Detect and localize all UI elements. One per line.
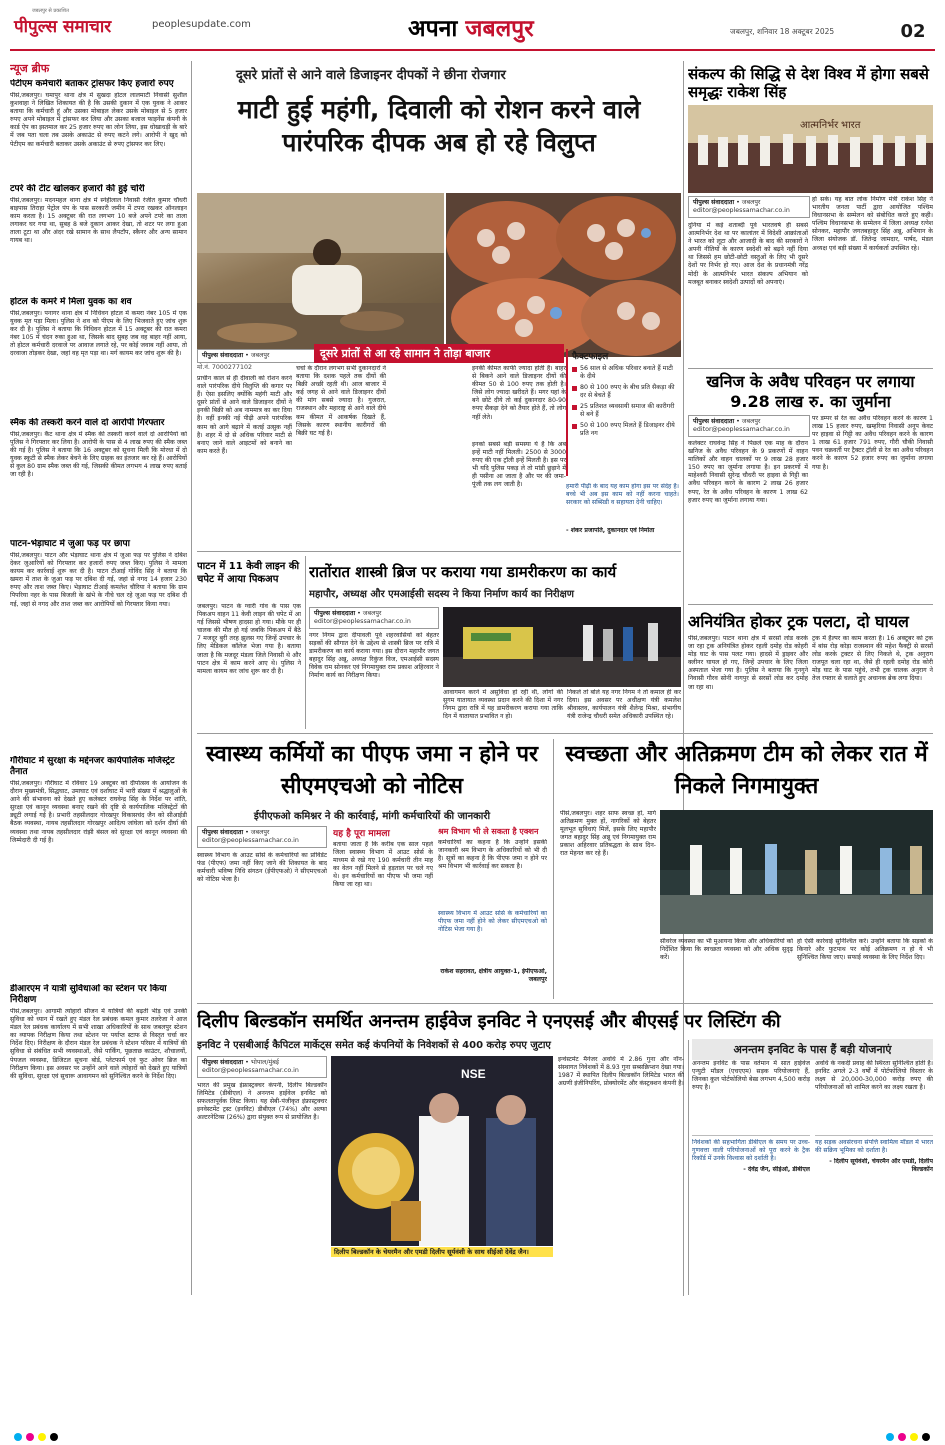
mining-headline: खनिज के अवैध परिवहन पर लगाया 9.28 लाख रु. का जुर्माना: [706, 372, 915, 411]
column-divider: [191, 61, 192, 1295]
fact-item: 50 से 100 रुपए मिलते हैं डिजाइनर दीये प्रति नग: [572, 422, 679, 438]
byline-org: पीपुल्स संवाददाता: [202, 829, 244, 836]
brief-headline: पाटन-भेड़ाघाट में जुआ फड़ पर छापा: [10, 539, 130, 549]
ipo-quote-2-author: - दिलीप सूर्यवंशी, चेयरमैन और एमडी, दिलीप बिल्डकॉन: [829, 1158, 933, 1174]
diyas-illustration: [446, 193, 681, 357]
masthead: [0, 0, 945, 56]
pf-byline: पीपुल्स संवाददाता • जबलपुर editor@peoplessamachar.co.in: [197, 826, 327, 848]
brief-body: पीसं,जबलपुर। पनागर थाना क्षेत्र में निधिवन होटल में कमरा नंबर 105 में एक युवक मृत पड़ा मिला। पुलिस ने शव को पीएम के लिए भिजवाते हुए जांच शुरू कर दी है। पुलिस ने बताया कि निधिवन होटल में 15 अक्टूबर की रात कमरा नंबर 105 में चंदन रुका हुआ था, जिसके बाद सुबह जब वह बाहर नहीं आया, तो होटल कर्मचारी दरवाजे पर आवाज लगाते रहे, पर कोई जवाब नहीं आया, तो दरवाजा तोड़कर देखा, जहां वह मृत पड़ा था। मर्ग कायम कर जांच शुरू की है।: [10, 310, 187, 358]
color-dot: [898, 1433, 906, 1441]
fact-item: 25 प्रतिशत व्यवसायी समाज की कारीगरी से बने हैं: [572, 403, 679, 419]
truck-body-col2: ट्रक में हैल्पर का काम करता है। 16 अक्टूबर को ट्रक में बांस रोड़ कोड़ा राजस्थान की महेश फैक्ट्री से सरसों लोड करके ट्रक्टर से लिए निकले थे, ट्रक अनुराग राजपूत चला रहा था, जैसे ही रहली दमोह रोड कोरी मोड़ घाट के पास पहुंचे, तभी ट्रक चालक अनुराग ने तेज रफ्तार से चलाते हुए अचानक ब्रेक लगा दिया।: [812, 635, 933, 683]
fact-item: 80 से 100 रुपए के बीच प्रति सैकड़ा की दर से बेचते हैं: [572, 384, 679, 400]
byline-city: जबलपुर: [741, 199, 761, 206]
byline-org: पीपुल्स संवाददाता: [693, 418, 735, 425]
brief-item: [10, 184, 187, 293]
ipo-body-col2: इन्वेस्टमेंट मैनेजर अवधि में 2.86 गुना और नॉन-संस्थागत निवेशकों में 8.93 गुना सब्सक्रिप्शन देखा गया। 1987 में स्थापित दिलीप बिल्डकॉन लिमिटेड भारत की अग्रणी इंजीनियरिंग, प्रोक्योरमेंट और कंस्ट्रक्शन कंपनी है।: [558, 1056, 684, 1088]
brief-item: [10, 79, 187, 180]
potter-illustration: [197, 193, 444, 357]
cleanliness-photo: [660, 810, 933, 934]
column-divider: [688, 1040, 689, 1295]
bridge-night-illustration: [443, 607, 681, 687]
news-brief-column: [10, 61, 187, 1293]
pf-body-col1: स्वास्थ्य विभाग के आउट सोर्स के कर्मचारियों का प्रोविडेंट फंड (पीएफ) जमा नहीं किए जाने की शिकायत के बाद कर्मचारी भविष्य निधि संगठन (ईपीएफओ) ने सीएमएचओ को नोटिस भेजा है।: [197, 852, 327, 884]
byline-sep: •: [245, 352, 251, 359]
pf-quote-text: स्वास्थ्य विभाग में आउट सोर्स के कर्मचारियों का पीएफ जमा नहीं होने को लेकर सीएमएचओ को नोटिस भेजा गया है।: [438, 910, 547, 934]
byline-email[interactable]: editor@peoplessamachar.co.in: [202, 1067, 299, 1074]
print-color-strip: [0, 1430, 945, 1445]
cleanliness-body-col3: हो ऐसी कार्रवाई सुनिश्चित करें। उन्होंने बताया कि सड़कों के किनारे और फुटपाथ पर कोई अतिक्रमण न हो ये भी सुनिश्चित किया जाए। सफाई व्यवस्था के लिए निर्देश दिए।: [797, 938, 933, 962]
brief-item: [10, 297, 187, 414]
sankalp-photo: [688, 105, 933, 193]
mining-byline: पीपुल्स संवाददाता • जबलपुर editor@peoplessamachar.co.in: [688, 415, 810, 437]
byline-city: जबलपुर: [362, 610, 382, 617]
lead-body-col1: प्राचीन काल से ही दीवाली को रोशन करने वाले पारंपरिक दीये विलुप्ति की कगार पर हैं। ऐसा इसलिए क्योंकि महंगी माटी और दूसरे प्रांतों से आने वाले डिजाइनर दीयों ने इनकी बिक्री को अब नाममात्र का कर दिया है। वहीं इनकी नई पीढ़ी अपने पारंपरिक काम को आगे बढ़ाने में कतई उत्सुक नहीं है। शहर में दो से अधिक परिवार माटी से बनाए जाने वाले आइटमों को बनाने का काम करते हैं।: [197, 375, 292, 455]
color-dot: [26, 1433, 34, 1441]
page-number: 02: [900, 21, 926, 42]
pf-col2-body: बताया जाता है कि करीब एक साल पहले जिला स्वास्थ्य विभाग में आउट सोर्स के माध्यम से रखे गए 190 कर्मचारी तीन माह का वेतन नहीं मिलने से हड़ताल पर चले गए थे। इन कर्मचारियों का पीएफ भी जमा नहीं किया जा रहा था।: [333, 841, 433, 889]
cleanliness-headline: स्वच्छता और अतिक्रमण टीम को लेकर रात में निकले निगमायुक्त: [565, 742, 928, 799]
brief-body: पीसं,जबलपुर। पाटन और भेड़ाघाट थाना क्षेत्र में जुआ फड़ पर पुलिस ने दबिश देकर जुआरियों को गिरफ्तार कर हजारों रुपए जब्त किए। पुलिस ने मामला कायम कर कार्रवाई शुरू कर दी है। पाटन टीआई गोविंद सिंह ने बताया कि खमरा में ताश के जुआ फड़ पर दबिश दी गई, जहां से नगद 14 हजार 230 रुपए और ताश जब्त किए। भेड़ाघाट टीआई कमलेश चौरिया ने बताया कि ग्राम पिपरिया नहर के पास बिजली के खंभे के नीचे चल रहे जुआ फड़ पर दबिश दी गई, जहां से नगद और ताश जब्त कर आरोपियों को गिरफ्तार किया गया।: [10, 552, 187, 608]
section-divider: [197, 733, 933, 734]
brief-body: पीसं,जबलपुर। घमापुर थाना क्षेत्र में सुखदा होटल लालमाटी निवासी सुशील कुशवाहा ने लिखित शिकायत की है कि उसकी दुकान में एक युवक ने आकर बताया कि कर्मचारी हूं और उसका मोबाइल लेकर उसके मोबाइल से 5 हजार रुपए अपने मोबाइल में ट्रांसफर कर लिया और उसका बजाज फाइनेंस कंपनी के कार्ड ऐप का इस्तमाल कर 25 हजार रुपए का लोन लिया, इस धोखाधड़ी के बारे में जब पता चला तब उसके अकाउंट से रुपए कटने लगे। आरोपी ने खुद को पेटीएम का कर्मचारी बताकर उसके अकाउंट से रुपए ट्रांसफर कर लिए।: [10, 92, 187, 148]
diyas-photo: [446, 193, 681, 357]
pf-col3-body: कर्मचारियों का कहना है कि उन्होंने इसकी जानकारी श्रम विभाग के अधिकारियों को भी दी है। सूत्रों का कहना है कि पीएफ जमा न होने पर श्रम विभाग भी कार्रवाई कर सकता है।: [438, 839, 547, 871]
lead-kicker: दूसरे प्रांतों से आने वाले डिजाइनर दीपकों ने छीना रोजगार: [236, 68, 506, 83]
ipo-quote-1-text: निवेशकों की सहभागिता डीबीएल के समय पर उच्च-गुणवत्ता वाली परियोजनाओं को पूरा करने के ट्रैक रिकॉर्ड में उनके विश्वास को दर्शाती है।: [692, 1139, 810, 1163]
cleanliness-body-col2: सीवरेज व्यवस्था का भी मुआयना किया और अधिकारियों को निर्देशित किया कि स्वच्छता व्यवस्था को और अधिक सुदृढ़ करें।: [660, 938, 793, 962]
factfile-list: [572, 365, 679, 438]
byline-org: पीपुल्स संवाददाता: [202, 352, 244, 359]
brief-headline: पेटीएम कर्मचारी बताकर ट्रांसफर किए हजारों रुपए: [10, 79, 174, 89]
pf-quote: [438, 910, 547, 996]
truck-body-col1: पीसं,जबलपुर। पाटन थाना क्षेत्र में सरसों लोड करके जा रहा ट्रक अनियंत्रित होकर रहली दमोह रोड कोहरी मोड़ घाट के पास पलट गया। हादसे में ड्राइवर और क्लीनर घायल हो गए, जिन्हें उपचार के लिए जिला अस्पताल भेजा गया है। पुलिस ने बताया कि गुनगुने निवासी गौरव सोनी नागपुर से सरसों लोड कर दमोह जा रहा था।: [688, 635, 808, 691]
ipo-quote-1-author: - देवेंद्र जैन, सीईओ, डीबीएल: [743, 1166, 810, 1174]
ipo-headline: दिलीप बिल्डकॉन समर्थित अनन्तम हाईवेज इनविट ने एनएसई और बीएसई पर लिस्टिंग की: [197, 1011, 781, 1032]
pf-col2-title: यह है पूरा मामला: [333, 829, 390, 839]
brief-headline: डीआरएम ने यात्री सुविधाओं का स्टेशन पर किया निरीक्षण: [10, 984, 167, 1005]
section-city: जबलपुर: [465, 16, 534, 42]
column-divider: [305, 556, 306, 729]
ipo-photo: [331, 1056, 553, 1246]
cleanliness-body-col1: पीसं,जबलपुर। शहर साफ स्वच्छ हो, मार्ग अतिक्रमण मुक्त हों, नागरिकों को बेहतर मूलभूत सुविधाएं मिलें, इसके लिए महापौर जगत बहादुर सिंह अन्नू एवं निगमायुक्त राम प्रकाश अहिरवार प्रतिबद्धता के साथ दिन-रात मेहनत कर रहे हैं।: [560, 810, 656, 858]
section-divider: [197, 1003, 933, 1004]
bridge-body-col2: आवागमन करने में असुविधा हो रही थी, लोगों की सुगम यातायात व्यवस्था प्रदान करने की दिशा में नगर निगम द्वारा रात्रि में यह डामरीकरण कराया गया ताकि दिन में यातायात प्रभावित न हो।: [443, 689, 563, 721]
color-dot: [50, 1433, 58, 1441]
brief-headline: टपरे की टीट खोलकर हजारों की हुई चोरी: [10, 184, 145, 194]
column-divider: [553, 739, 554, 999]
sankalp-stage-illustration: [688, 105, 933, 193]
patan-headline: पाटन में 11 केवी लाइन की चपेट में आया पिकअप: [197, 561, 300, 585]
ipo-plan-col2: अवधि के नकदी प्रवाह की स्थिरता सुनिश्चित होती है। इनविट अगले 2-3 वर्षों में पोर्टफोलियो विस्तार के लक्ष्य से 20,000-30,000 करोड़ रुपए की परियोजनाओं को शामिल करने का लक्ष्य रखता है।: [815, 1060, 933, 1092]
sankalp-headline: संकल्प की सिद्धि से देश विश्व में होगा सबसे समृद्धः राकेश सिंह: [688, 65, 929, 101]
ipo-byline: पीपुल्स संवाददाता • भोपाल/मुंबई editor@peoplessamachar.co.in: [197, 1056, 327, 1078]
brief-item: [10, 539, 187, 752]
brief-headline: गौरीघाट में सुरक्षा के मद्देनजर कार्यपालिक मजिस्ट्रेट तैनात: [10, 756, 175, 777]
section-divider: [688, 604, 933, 605]
byline-email[interactable]: editor@peoplessamachar.co.in: [314, 618, 411, 625]
color-dot: [910, 1433, 918, 1441]
byline-email[interactable]: editor@peoplessamachar.co.in: [693, 426, 790, 433]
byline-city: जबलपुर: [250, 352, 270, 359]
brief-body: पीसं,जबलपुर। गौरीघाट में रविवार 19 अक्टूबर को दीपोत्सव के आयोजन के दौरान मुख्यमंत्री, सिद्धघाट, उमाघाट एवं दर्शाघाट में भारी संख्या में श्रद्धालुओं के आने की संभावना को देखते हुए कलेक्टर राघवेन्द्र सिंह के निर्देश पर शांति, सुरक्षा एवं कानून व्यवस्था बनाए रखने की दृष्टि से कार्यपालिक मजिस्ट्रेटों की ड्यूटी लगाई गई है। प्रभारी तहसीलदार गोरखपुर विकासचंद जैन को सीआईडी बैठक व्यवस्था, नायब तहसीलदार गोरखपुर आदित्य जांघेला को दर्शन दीर्घा की व्यवस्था तथा नायब तहसीलदार रांझी बंसल को सुरक्षा एवं कानून व्यवस्था की जिम्मेदारी दी गई है।: [10, 780, 187, 844]
byline-email[interactable]: editor@peoplessamachar.co.in: [202, 837, 299, 844]
lead-phone: मो.नं. 7000277102: [197, 364, 252, 371]
nse-logo-text: NSE: [461, 1067, 486, 1081]
fact-item: 56 साल से अधिक परिवार बनाते हैं माटी के दीये: [572, 365, 679, 381]
brief-headline: होटल के कमरे में मिला युवक का शव: [10, 297, 132, 307]
truck-headline: अनियंत्रित होकर ट्रक पलटा, दो घायल: [688, 612, 909, 631]
factfile-title: फैक्टफाइल: [572, 352, 609, 362]
brief-headline: स्मैक की तस्करी करने वाले दो आरोपी गिरफ्तार: [10, 418, 165, 428]
lead-quote-text: हमारी पीढ़ी के बाद यह काम होगा इस पर संदेह है। बच्चे भी अब इस काम को नहीं करना चाहते। सरकार को सब्सिडी व सहायता देनी चाहिए।: [566, 483, 679, 507]
lead-subhead: दूसरे प्रांतों से आ रहे सामान ने तोड़ा बाजार: [314, 344, 564, 363]
byline-city: भोपाल/मुंबई: [250, 1059, 279, 1066]
pf-deck: ईपीएफओ कमिश्नर ने की कार्रवाई, मांगी कर्मचारियों की जानकारी: [253, 811, 491, 822]
lead-body-col2: चर्चा के दौरान लगभग सभी दुकानदारों ने बताया कि दशक पहले तक दीयों की बिक्री अच्छी रहती थी। आज बाजार में कई जगह से आने वाले डिजाइनर दीयों की मांग सबसे ज्यादा है। गुजरात, राजस्थान और महाराष्ट्र से आने वाले दीये कम कीमत में आकर्षक दिखते हैं, जिसके कारण स्थानीय कारीगरों की बिक्री घट गई है।: [296, 365, 386, 437]
color-dot: [886, 1433, 894, 1441]
sankalp-body-col1: दुनिया में कई शताब्दी पूर्व भारतवर्ष ही सबसे आत्मनिर्भर देश था पर कालांतर में विदेशी आक्रांताओं ने भारत को लूटा और आजादी के बाद की सरकारों ने अपनी नीतियों के कारण स्वदेशी को बढ़ने नहीं दिया था जिससे हम छोटी-छोटी वस्तुओं के लिए भी दूसरे देशों पर निर्भर हो गए। आज देश के प्रधानमंत्री नरेंद्र मोदी के आत्मनिर्भर भारत संकल्प अभियान को मजबूत बनाकर स्वदेशी उत्पादों को अपनाएं।: [688, 222, 808, 286]
section-prefix: अपना: [408, 16, 458, 42]
byline-city: जबलपुर: [741, 418, 761, 425]
ipo-quote-2: [815, 1135, 933, 1293]
mining-body-col1: कलेक्टर राघवेन्द्र सिंह ने पिछले एक माह के दौरान खनिज के अवैध परिवहन के 9 प्रकरणों में वाहन मालिकों और वाहन चालकों पर 9 लाख 28 हजार 150 रुपए का जुर्माना लगाया है। इन प्रकरणों में माहेश्वरी निवासी सुरेन्द्र चौधरी पर हाइवा से गिट्टी का अवैध परिवहन करने के कारण 2 लाख 26 हजार रुपए, रेत के अवैध परिवहन के कारण 1 लाख 62 हजार रुपए का जुर्माना लगाया गया।: [688, 440, 808, 504]
news-brief-label: न्यूज ब्रीफ: [10, 62, 50, 75]
ipo-listing-illustration: [331, 1056, 553, 1246]
stage-banner-text: आत्मनिर्भर भारत: [800, 120, 861, 131]
brief-body: पीसं,जबलपुर। कैंट थाना क्षेत्र में स्मैक की तस्करी करने वाले दो आरोपियों को पुलिस ने गिरफ्तार कर लिया है। आरोपी के पास से 4 लाख रुपए की स्मैक जब्त की गई है। पुलिस ने बताया कि 16 अक्टूबर को सूचना मिली कि मोरधा में दो युवक स्कूटी से स्मैक लेकर बेचने के लिए ग्राहक का इंतजार कर रहे हैं। आरोपियों से कुल 80 ग्राम स्मैक जब्त की गई, जिसकी कीमत लगभग 4 लाख रुपए बताई जा रही है।: [10, 431, 187, 479]
dateline: जबलपुर, शनिवार 18 अक्टूबर 2025: [730, 27, 835, 36]
ipo-plan-col1: अनन्तम इनविट के पास वर्तमान में सात हाईवेज एन्युटी मॉडल (एचएएम) सड़क परियोजनाएं हैं, जिनका कुल पोर्टफोलियो बेस्ड लगभग 4,500 करोड़ रुपए है।: [692, 1060, 810, 1092]
paper-name: पीपुल्स समाचार: [14, 17, 112, 37]
pf-quote-author: राकेश सहरावत, क्षेत्रीय आयुक्त-1, ईपीएफओ, जबलपुर: [440, 968, 547, 984]
bridge-deck: महापौर, अध्यक्ष और एमआईसी सदस्य ने किया निर्माण कार्य का निरीक्षण: [309, 589, 575, 600]
byline-email[interactable]: editor@peoplessamachar.co.in: [693, 207, 790, 214]
masthead-rule: [10, 49, 935, 51]
bridge-byline: पीपुल्स संवाददाता • जबलपुर editor@peoplessamachar.co.in: [309, 607, 439, 629]
byline-org: पीपुल्स संवाददाता: [202, 1059, 244, 1066]
brief-item: [10, 984, 187, 1268]
ipo-deck: इनविट ने एसबीआई कैपिटल मार्केट्स समेत कई कंपनियों के निवेशकों से 400 करोड़ रुपए जुटाए: [197, 1040, 551, 1051]
bridge-body-col1: नगर निगम द्वारा दीपावली पूर्व शहरवासियों को बेहतर सड़कों की सौगात देने के उद्देश्य से शास्त्री ब्रिज पर रात्रि में डामरीकरण का कार्य कराया गया। इस दौरान महापौर जगत बहादुर सिंह अन्नू, अध्यक्ष रिकुंज विज, एमआईसी सदस्य विवेक राम सोनकर एवं निगमायुक्त राम प्रकाश अहिरवार ने निर्माण कार्य का निरीक्षण किया।: [309, 632, 439, 680]
bridge-headline: रातोंरात शास्त्री ब्रिज पर कराया गया डामरीकरण का कार्य: [309, 563, 617, 581]
color-dot: [38, 1433, 46, 1441]
lead-quote-author: - शंकर प्रजापति, दुकानदार एवं निर्माता: [566, 527, 655, 534]
sankalp-body-col2: हो सके। यह बात लोक निर्माण मंत्री राकेश सिंह ने भारतीय जनता पार्टी द्वारा आयोजित पश्चिम विधानसभा के सम्मेलन को संबोधित करते हुए कही। पश्चिम विधानसभा के सम्मेलन में जिला अध्यक्ष रत्नेश सोनकर, महापौर जगतबहादुर सिंह अन्नू, अभियान के जिला संयोजक डॉ. जितेन्द्र जामदार, पार्षद, मंडल अध्यक्ष एवं बड़ी संख्या में कार्यकर्ता उपस्थित रहे।: [812, 196, 933, 252]
bridge-body-col3: निकले तो बोले यह नगर निगम ने तो कमाल ही कर दिया। इस अवसर पर अधीक्षण यंत्री कमलेश श्रीवास्तव, कार्यपालन यंत्री शैलेन्द्र मिश्रा, संभागीय यंत्री राजेन्द्र चौधरी समेत अधिकारी उपस्थित रहे।: [567, 689, 681, 721]
lead-quote: [566, 483, 679, 547]
section-title: [408, 11, 534, 43]
ipo-quote-2-text: यह सड़क अवसंरचना संपत्ति स्वामित्व मॉडल में भारत की सक्रिय भूमिका को दर्शाता है।: [815, 1139, 933, 1155]
lead-body-col4: इनको सबसे बड़ी समस्या ये है कि अब इन्हें माटी नहीं मिलती। 2500 से 3000 रुपए की एक ट्रॉली इन्हें मिलती है। इस पर भी यदि पुलिस पकड़ ले तो मांडी छुड़ाने में ही पसीना आ जाता है और पर की जमा-पूंजी तक लग जाती है।: [472, 441, 566, 489]
ipo-quote-1: [692, 1135, 810, 1293]
potter-photo: [197, 193, 444, 357]
brief-body: पीसं,जबलपुर। आगामी त्योहारों सीजन में यात्रियों की बढ़ती भीड़ एवं उनकी सुविधा को ध्यान में रखते हुए मंडल रेल प्रबंधक कमल कुमार तलरेजा ने आज मंडल रेल प्रबंधक कार्यालय में सभी शाखा अधिकारियों के साथ जबलपुर स्टेशन का व्यापक निरीक्षण किया तथा स्टेशन पर पर्याप्त स्टाफ से विस्तृत चर्चा कर निर्देश दिए। निरीक्षण के दौरान मंडल रेल प्रबंधक ने स्टेशन परिसर में यात्रियों की सुविधा से संबंधित सभी व्यवस्थाओं, जैसे पार्किंग, पूछताछ काउंटर, शौचालयों, पेयजल व्यवस्था, डिजिटल सूचना बोर्ड, प्लेटफार्म एवं फुट ओवर ब्रिज का निरीक्षण किया। इस अवसर पर उन्होंने आने वाले त्योहारों को देखते हुए यात्रियों की सुविधा, सुरक्षा एवं सुचारू आवागमन को सुनिश्चित करने के निर्देश दिए।: [10, 1008, 187, 1080]
cleanliness-night-illustration: [660, 810, 933, 934]
mining-body-col2: पर डम्पर से रेत का अवैध परिवहन करने के कारण 1 लाख 15 हजार रुपए, खम्हरिया निवासी अनूप केवट पर हाइवा से गिट्टी का अवैध परिवहन करने के कारण 1 लाख 61 हजार 791 रुपए, गौरी चौकी निवासी पवन चक्रवर्ती पर ट्रैक्टर ट्रॉली से रेत का अवैध परिवहन करने के कारण 52 हजार रुपए का जुर्माना लगाया गया है।: [812, 415, 933, 471]
color-dot: [922, 1433, 930, 1441]
factfile-box: [566, 349, 679, 476]
brief-item: [10, 418, 187, 535]
paper-logo: [14, 8, 150, 38]
byline-city: जबलपुर: [250, 829, 270, 836]
website[interactable]: peoplesupdate.com: [152, 19, 251, 30]
section-divider: [688, 368, 933, 369]
section-divider: [197, 551, 681, 552]
ipo-body-col1: भारत की प्रमुख इंफ्रास्ट्रक्चर कंपनी, दिलीप बिल्डकॉन लिमिटेड (डीबीएल) ने अनन्तम हाईवेज इनविट को सफलतापूर्वक लिस्ट किया। यह सेबी-पंजीकृत इंफ्रास्ट्रक्चर इनवेस्टमेंट ट्रस्ट (इनविट) डीबीएल (74%) और अल्फा अल्टरनेटिव्स (26%) द्वारा संयुक्त रूप से प्रायोजित है।: [197, 1082, 327, 1122]
paper-tagline: जबलपुर से प्रकाशित: [32, 8, 69, 14]
byline-org: पीपुल्स संवाददाता: [314, 610, 356, 617]
color-dot: [14, 1433, 22, 1441]
ipo-caption: दिलीप बिल्डकॉन के चेयरमैन और एमडी दिलीप सूर्यवंशी के साथ सीईओ देवेंद्र जैन।: [331, 1247, 553, 1257]
pf-col2: [333, 826, 433, 996]
pf-col3-title: श्रम विभाग भी ले सकता है एक्शन: [438, 827, 539, 836]
pf-col3: [438, 826, 547, 906]
pf-headline: स्वास्थ्य कर्मियों का पीएफ जमा न होने पर सीएमएचओ को नोटिस: [205, 742, 539, 799]
lead-body-col3: इनकी कीमत काफी ज्यादा होती है। बाहर से बिकने आने वाले डिजाइनर दीयों की कीमत 50 से 100 रुपए तक होती है। जिसे लोग ज्यादा खरीदते हैं। मगर यहां के बने छोटे दीये तो कई दुकानदार 80-90 रुपए सैकड़ा देने को तैयार होते हैं, तो लोग नहीं लेते।: [472, 365, 566, 421]
patan-body: जबलपुर। पाटन के ग्वारी गांव के पास एक पिकअप वाहन 11 केवी लाइन की चपेट में आ गई जिससे भीषण हादसा हो गया। मौके पर ही चालक की मौत हो गई जबकि पिकअप में बैठे 7 मजदूर बुरी तरह झुलस गए जिन्हें उपचार के लिए मेडिकल कॉलेज भेजा गया है। बताया जाता है कि मजदूर मंडला जिले निवासी थे और पाटन क्षेत्र में काम करने आए थे। पुलिस ने मामला कायम कर जांच शुरू कर दी है।: [197, 603, 301, 675]
brief-body: पीसं,जबलपुर। मदनमहल थाना क्षेत्र में स्नेहीलाल निवासी रंजीत कुमार चौधरी बाइपास तिराहा पेट्रोल पंप के पास सरकारी जमीन में टपरा रखकर ऑनलाइन काम करता है। 15 अक्टूबर की रात लगभग 10 बजे अपने टपरे का ताला लगाकर घर गया था, सुबह 8 बजे दुकान आकर देखा, तो शटर पर लगा हुआ ताला टूटा था और अंदर रखे सामान के साथ लैपटॉप, स्कैनर और अन्य सामान गायब था।: [10, 197, 187, 245]
ipo-plan-title: अनन्तम इनविट के पास हैं बड़ी योजनाएं: [692, 1039, 933, 1060]
byline-org: पीपुल्स संवाददाता: [693, 199, 735, 206]
lead-headline: माटी हुई महंगी, दिवाली को रोशन करने वाले पारंपरिक दीपक अब हो रहे विलुप्त: [237, 95, 641, 157]
brief-item: [10, 756, 187, 980]
bridge-photo: [443, 607, 681, 687]
sankalp-byline: पीपुल्स संवाददाता • जबलपुर editor@peoplessamachar.co.in: [688, 196, 810, 218]
